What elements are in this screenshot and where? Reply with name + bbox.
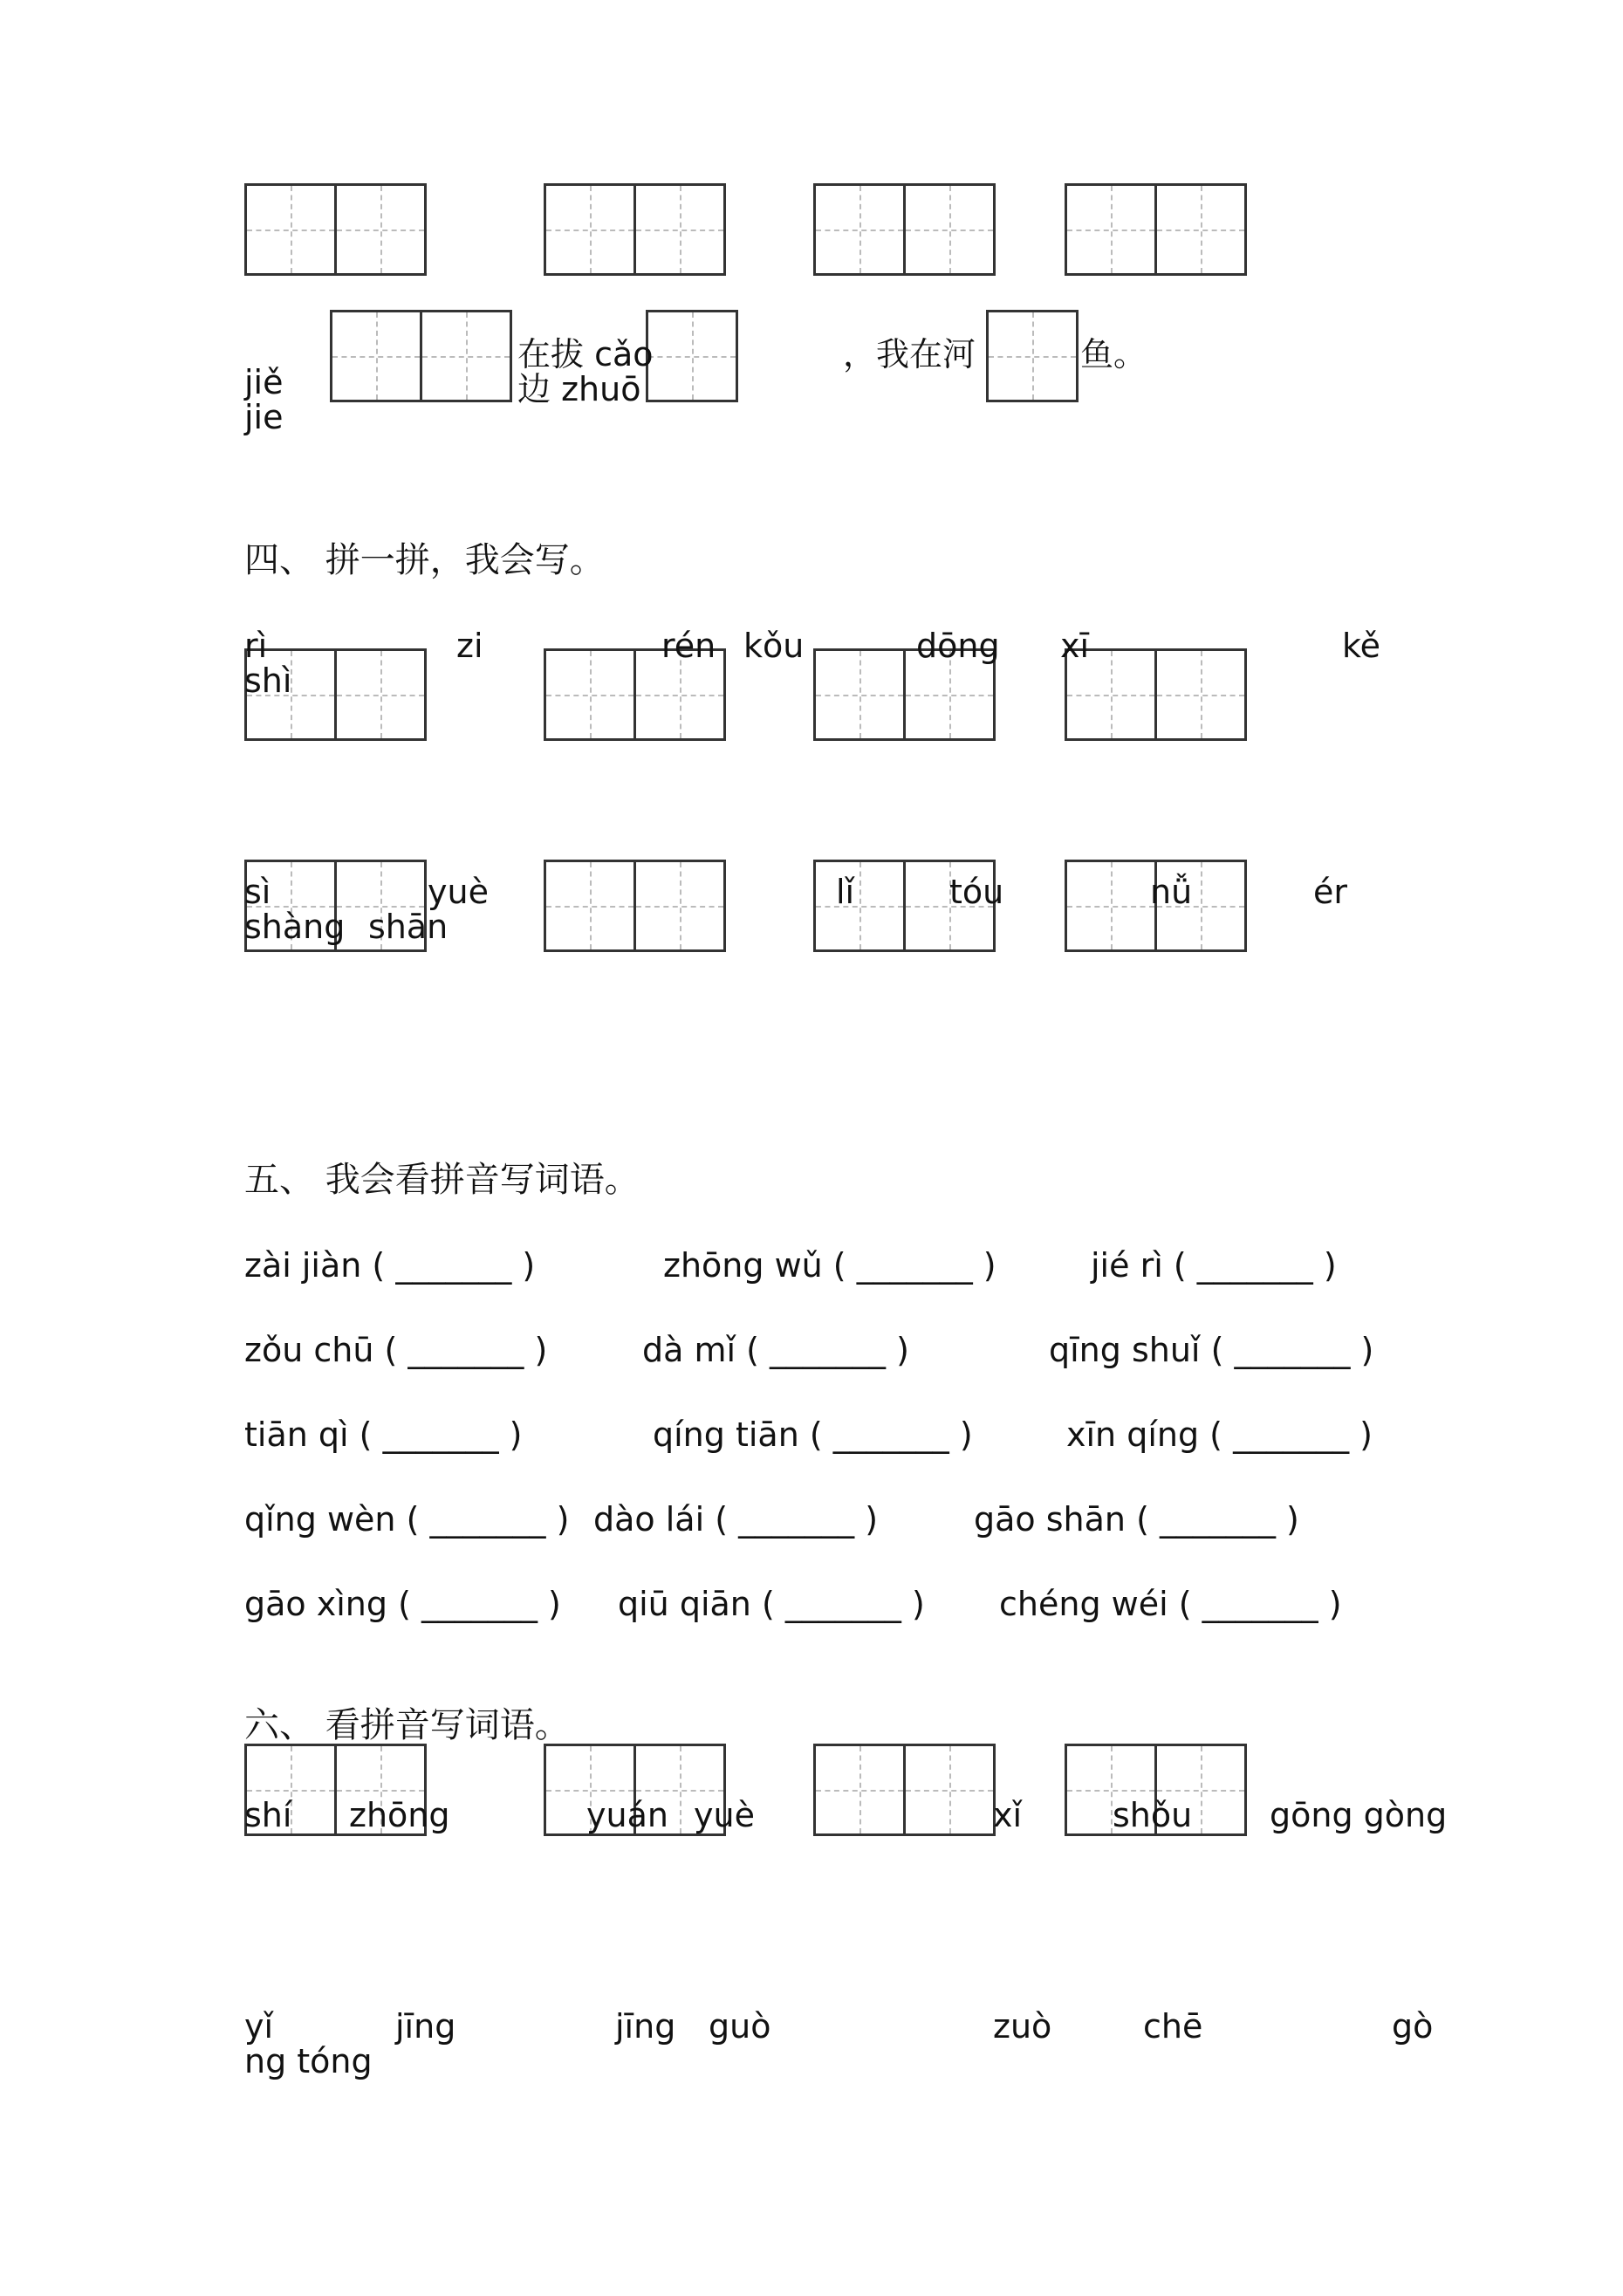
- sentence-grid-3: [986, 310, 1076, 402]
- writing-grid-s6-3: [813, 1744, 993, 1836]
- pinyin-label: zuò: [993, 2007, 1052, 2046]
- pinyin-blank: gāo xìng ( _______ ): [244, 1585, 561, 1623]
- pinyin-label: xǐ: [993, 1796, 1023, 1834]
- sentence-text-2: 边 zhuō: [517, 370, 641, 408]
- pinyin-blank: qíng tiān ( _______ ): [653, 1415, 973, 1454]
- pinyin-label: shǒu: [1113, 1796, 1193, 1834]
- section-6-title: 六、 看拼音写词语。: [244, 1705, 570, 1745]
- pinyin-label: jīng: [395, 2007, 456, 2046]
- writing-grid-s4-6: [544, 860, 723, 952]
- pinyin-blank: qǐng wèn ( _______ ): [244, 1500, 570, 1539]
- pinyin-label: nǚ: [1150, 873, 1193, 911]
- pinyin-label: sì: [244, 873, 271, 911]
- pinyin-label: shí: [244, 1796, 292, 1834]
- pinyin-blank: zhōng wǔ ( _______ ): [663, 1246, 996, 1285]
- pinyin-label: gò: [1392, 2007, 1434, 2046]
- sentence-pinyin-1: jiě: [244, 363, 284, 401]
- pinyin-blank: zài jiàn ( _______ ): [244, 1246, 536, 1285]
- sentence-text-1: 在拔 cǎo: [517, 335, 654, 374]
- pinyin-label: yǐ: [244, 2007, 274, 2046]
- pinyin-blank: dà mǐ ( _______ ): [642, 1331, 909, 1369]
- pinyin-label: jīng: [615, 2007, 676, 2046]
- pinyin-blank: gāo shān ( _______ ): [974, 1500, 1299, 1539]
- writing-grid-top-2: [544, 183, 723, 276]
- section-4-title: 四、 拼一拼，我会写。: [244, 540, 605, 580]
- section-5-title: 五、 我会看拼音写词语。: [244, 1160, 640, 1200]
- pinyin-label: zhōng: [349, 1796, 450, 1834]
- writing-grid-s4-4: [1065, 648, 1244, 741]
- pinyin-label: yuán: [586, 1796, 668, 1834]
- pinyin-blank: chéng wéi ( _______ ): [999, 1585, 1342, 1623]
- pinyin-label: ér: [1313, 873, 1348, 911]
- pinyin-label: rì: [244, 627, 268, 665]
- pinyin-blank: xīn qíng ( _______ ): [1066, 1415, 1373, 1454]
- pinyin-label: zi: [456, 627, 483, 665]
- pinyin-label: xī: [1060, 627, 1090, 665]
- pinyin-blank: qīng shuǐ ( _______ ): [1049, 1331, 1374, 1369]
- pinyin-blank: tiān qì ( _______ ): [244, 1415, 523, 1454]
- pinyin-label: kě: [1342, 627, 1381, 665]
- writing-grid-top-3: [813, 183, 993, 276]
- writing-grid-top-4: [1065, 183, 1244, 276]
- sentence-text-4: 鱼。: [1080, 335, 1147, 374]
- pinyin-label: shì: [244, 661, 292, 700]
- pinyin-label: shàng: [244, 908, 346, 946]
- pinyin-label: chē: [1143, 2007, 1203, 2046]
- pinyin-blank: dào lái ( _______ ): [593, 1500, 879, 1539]
- pinyin-label: shān: [368, 908, 449, 946]
- sentence-grid-2: [646, 310, 736, 402]
- sentence-pinyin-2: jie: [244, 398, 284, 436]
- pinyin-label: lǐ: [836, 873, 855, 911]
- pinyin-blank: zǒu chū ( _______ ): [244, 1331, 548, 1369]
- pinyin-label: ng tóng: [244, 2042, 373, 2080]
- pinyin-label: yuè: [694, 1796, 755, 1834]
- sentence-grid-1: [330, 310, 510, 402]
- writing-grid-top-1: [244, 183, 424, 276]
- pinyin-blank: jié rì ( _______ ): [1091, 1246, 1337, 1285]
- pinyin-label: dōng: [916, 627, 1000, 665]
- pinyin-label: yuè: [428, 873, 489, 911]
- pinyin-label: guò: [709, 2007, 771, 2046]
- pinyin-label: rén: [661, 627, 716, 665]
- pinyin-label: kǒu: [743, 627, 805, 665]
- pinyin-label: gōng gòng: [1270, 1796, 1448, 1834]
- pinyin-label: tóu: [949, 873, 1004, 911]
- sentence-text-3: ，我在河: [843, 335, 976, 374]
- pinyin-blank: qiū qiān ( _______ ): [618, 1585, 925, 1623]
